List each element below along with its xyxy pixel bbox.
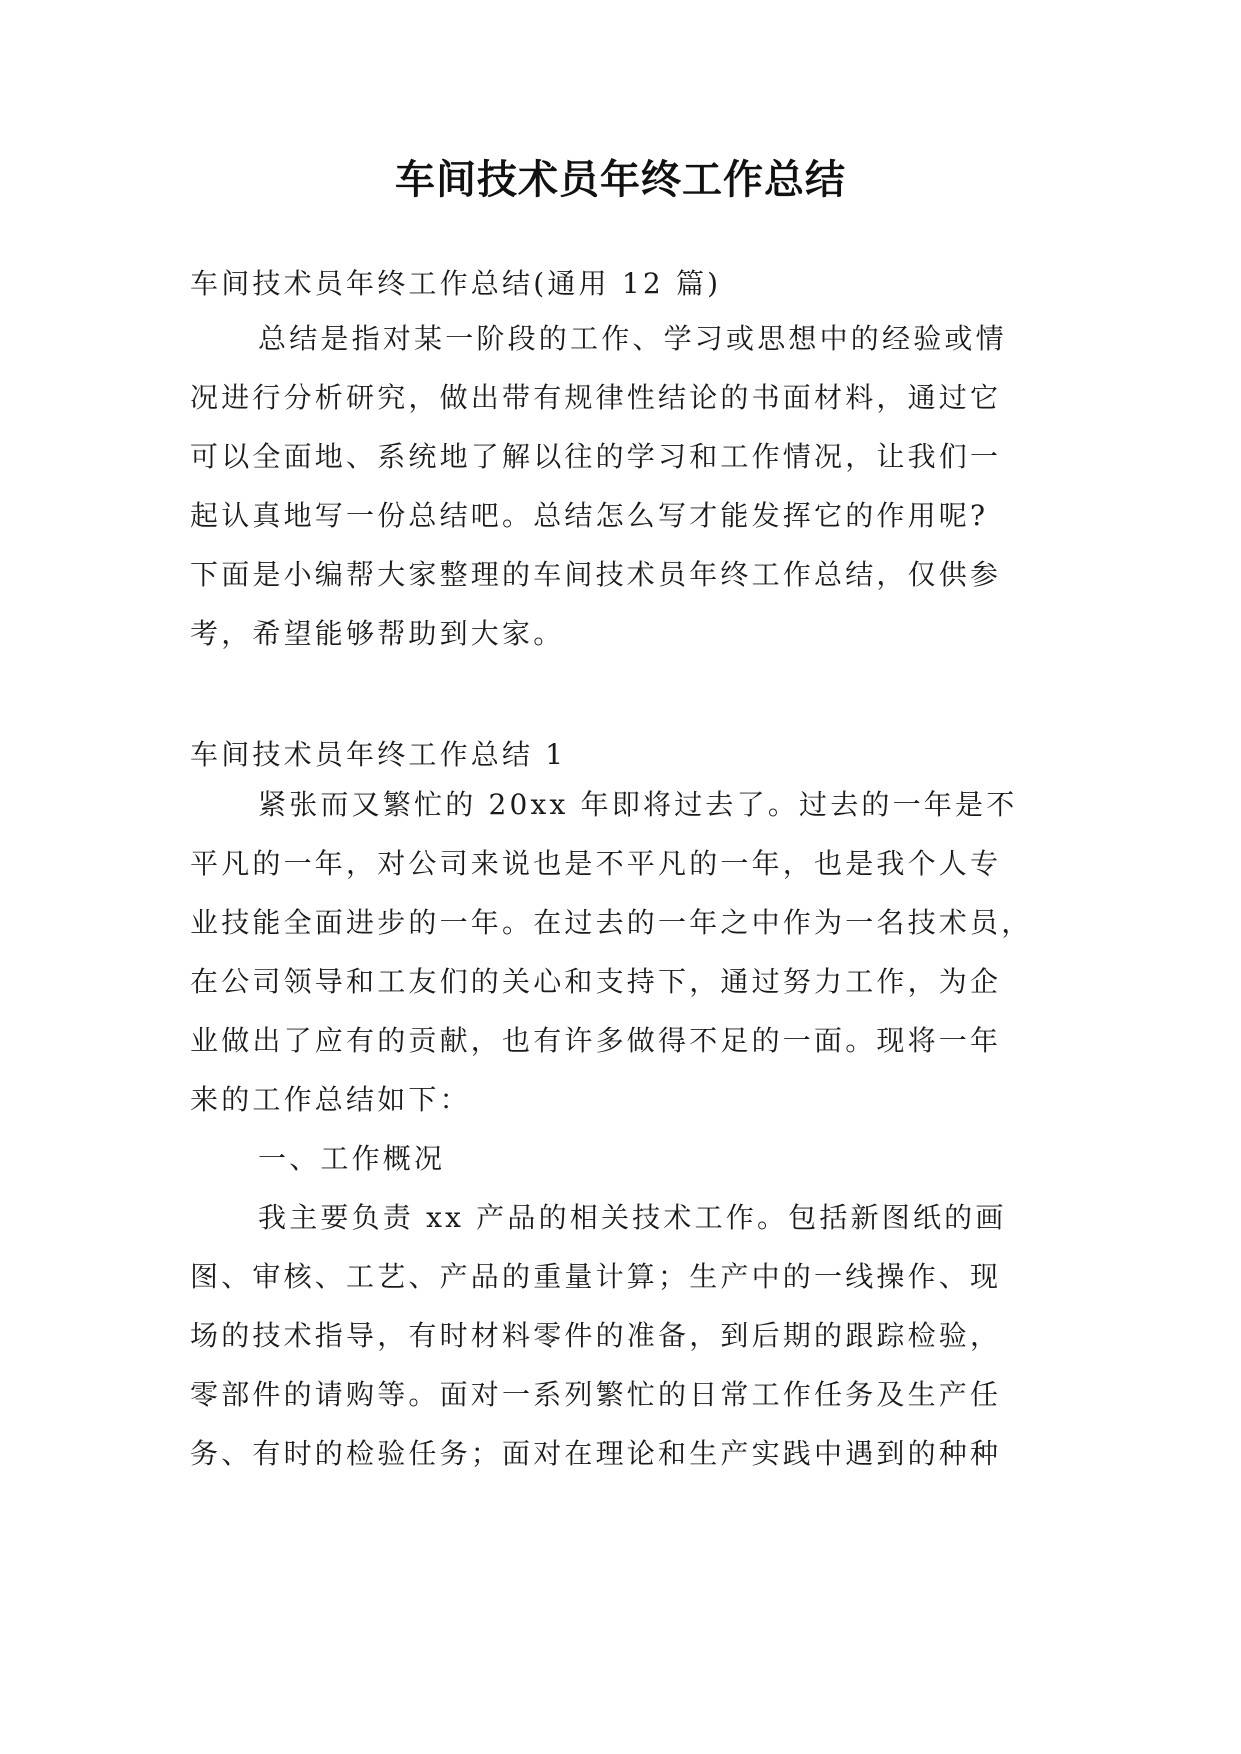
paragraph-line: 图、审核、工艺、产品的重量计算；生产中的一线操作、现 (190, 1260, 1002, 1293)
paragraph-line: 可以全面地、系统地了解以往的学习和工作情况，让我们一 (190, 440, 1002, 473)
sub-heading: 一、工作概况 (258, 1142, 446, 1175)
paragraph-line: 考，希望能够帮助到大家。 (190, 617, 565, 650)
document-title: 车间技术员年终工作总结 (395, 157, 846, 203)
paragraph-line: 紧张而又繁忙的 20xx 年即将过去了。过去的一年是不 (258, 788, 1018, 821)
paragraph-line: 零部件的请购等。面对一系列繁忙的日常工作任务及生产任 (190, 1378, 1002, 1411)
paragraph-line: 下面是小编帮大家整理的车间技术员年终工作总结，仅供参 (190, 558, 1002, 591)
paragraph-line: 总结是指对某一阶段的工作、学习或思想中的经验或情 (258, 322, 1007, 355)
section-heading: 车间技术员年终工作总结 1 (190, 738, 567, 771)
paragraph-line: 务、有时的检验任务；面对在理论和生产实践中遇到的种种 (190, 1437, 1002, 1470)
paragraph-line: 况进行分析研究，做出带有规律性结论的书面材料，通过它 (190, 381, 1002, 414)
intro-paragraph (190, 309, 1050, 663)
paragraph-line: 在公司领导和工友们的关心和支持下，通过努力工作，为企 (190, 965, 1002, 998)
paragraph-line: 业做出了应有的贡献，也有许多做得不足的一面。现将一年 (190, 1024, 1002, 1057)
paragraph-line: 来的工作总结如下： (190, 1083, 471, 1116)
section-paragraph (190, 775, 1050, 1483)
paragraph-line: 业技能全面进步的一年。在过去的一年之中作为一名技术员， (190, 906, 1033, 939)
paragraph-line: 起认真地写一份总结吧。总结怎么写才能发挥它的作用呢? (190, 499, 989, 532)
paragraph-line: 平凡的一年，对公司来说也是不平凡的一年，也是我个人专 (190, 847, 1002, 880)
document-subtitle: 车间技术员年终工作总结(通用 12 篇) (190, 267, 722, 300)
paragraph-line: 场的技术指导，有时材料零件的准备，到后期的跟踪检验， (190, 1319, 1002, 1352)
document-subtitle-block (190, 254, 1050, 313)
paragraph-line: 我主要负责 xx 产品的相关技术工作。包括新图纸的画 (258, 1201, 1007, 1234)
